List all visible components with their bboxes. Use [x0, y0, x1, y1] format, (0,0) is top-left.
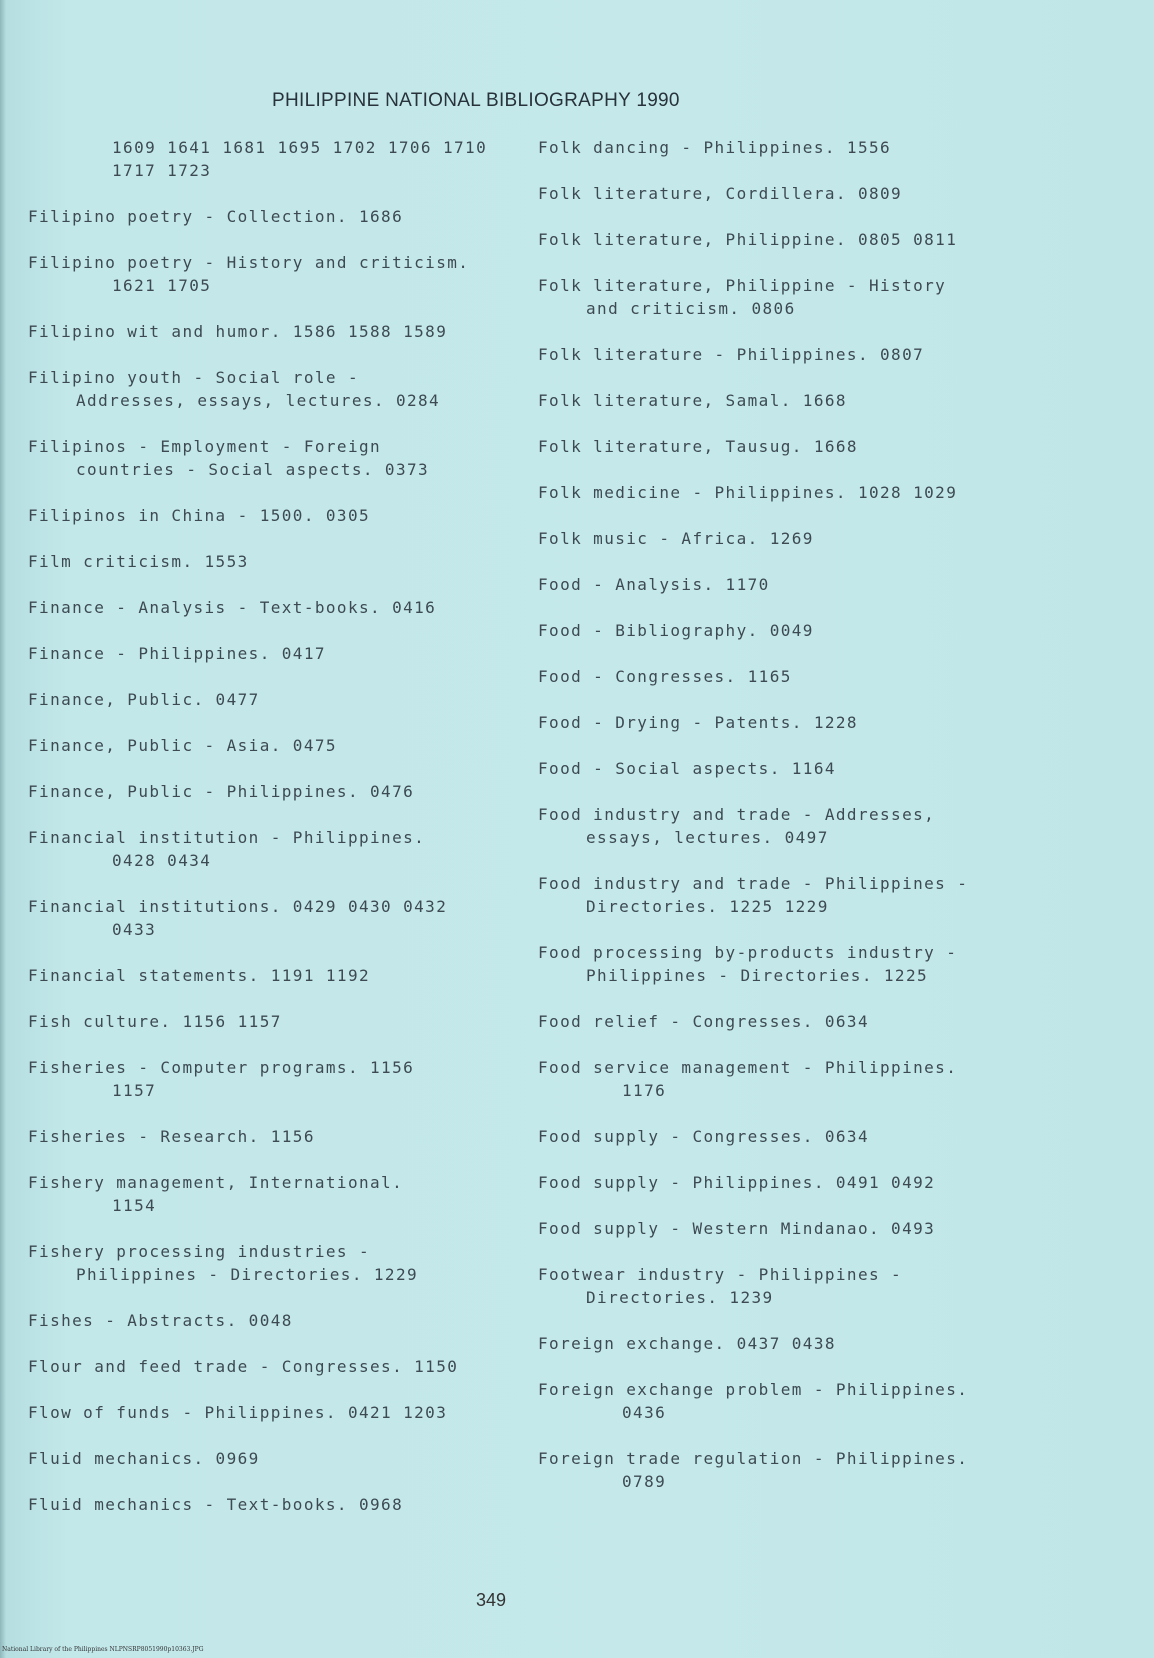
index-entry [538, 872, 1038, 918]
index-entry-continuation: Addresses, essays, lectures. 0284 [76, 391, 441, 410]
index-entry-continuation: 1717 1723 [112, 161, 212, 180]
index-entry-heading: Filipinos - Employment - Foreign [28, 437, 382, 456]
index-entry-heading: Fishes - Abstracts. 0048 [28, 1311, 293, 1330]
index-entry [538, 941, 1038, 987]
index-entry [28, 1355, 528, 1378]
index-entry [28, 895, 528, 941]
index-entry-heading: Food industry and trade - Addresses, [538, 805, 936, 824]
index-entry [538, 1056, 1038, 1102]
index-entry-heading: Finance, Public - Philippines. 0476 [28, 782, 415, 801]
index-entry [28, 1493, 528, 1516]
index-entry [28, 1401, 528, 1424]
index-entry-heading: Financial statements. 1191 1192 [28, 966, 371, 985]
index-entry-heading: Folk medicine - Philippines. 1028 1029 [538, 483, 958, 502]
index-entry-heading: Filipino wit and humor. 1586 1588 1589 [28, 322, 448, 341]
index-entry [28, 205, 528, 228]
index-entry-heading: Food processing by-products industry - [538, 943, 958, 962]
index-entry [538, 1171, 1038, 1194]
index-entry [28, 826, 528, 872]
index-entry-heading: Fish culture. 1156 1157 [28, 1012, 282, 1031]
index-entry [28, 642, 528, 665]
index-entry [28, 688, 528, 711]
index-entry-continuation: countries - Social aspects. 0373 [76, 460, 430, 479]
index-entry [538, 228, 1038, 251]
index-entry [538, 136, 1038, 159]
index-entry [538, 711, 1038, 734]
index-entry-heading: Foreign exchange. 0437 0438 [538, 1334, 836, 1353]
index-entry [538, 1447, 1038, 1493]
index-entry-continuation: Directories. 1225 1229 [586, 897, 829, 916]
index-entry [538, 573, 1038, 596]
index-entry [28, 780, 528, 803]
index-entry [538, 1263, 1038, 1309]
index-entry-heading: Folk music - Africa. 1269 [538, 529, 814, 548]
index-entry-continuation: and criticism. 0806 [586, 299, 796, 318]
index-entry [28, 435, 528, 481]
index-entry [28, 136, 528, 182]
left-index-column [28, 136, 528, 1539]
index-entry [28, 320, 528, 343]
index-entry [538, 665, 1038, 688]
index-entry-heading: Folk literature, Cordillera. 0809 [538, 184, 903, 203]
index-entry [28, 550, 528, 573]
index-entry-heading: Foreign trade regulation - Philippines. [538, 1449, 969, 1468]
index-entry-continuation: 0433 [112, 920, 157, 939]
index-entry-heading: Folk literature, Philippine. 0805 0811 [538, 230, 958, 249]
index-entry-heading: Finance - Analysis - Text-books. 0416 [28, 598, 437, 617]
index-entry-heading: Food industry and trade - Philippines - [538, 874, 969, 893]
index-entry-heading: Food supply - Philippines. 0491 0492 [538, 1173, 936, 1192]
index-entry [28, 251, 528, 297]
index-entry-heading: Food - Social aspects. 1164 [538, 759, 836, 778]
index-entry [28, 1056, 528, 1102]
index-entry-continuation: Philippines - Directories. 1225 [586, 966, 929, 985]
index-entry [28, 1309, 528, 1332]
index-entry-heading: Film criticism. 1553 [28, 552, 249, 571]
index-entry-continuation: Philippines - Directories. 1229 [76, 1265, 419, 1284]
index-entry [28, 596, 528, 619]
index-entry-heading: Filipinos in China - 1500. 0305 [28, 506, 371, 525]
index-entry-continuation: 1176 [622, 1081, 667, 1100]
index-entry [538, 182, 1038, 205]
index-entry-heading: Food service management - Philippines. [538, 1058, 958, 1077]
index-entry-heading: Food relief - Congresses. 0634 [538, 1012, 869, 1031]
index-entry-heading: Footwear industry - Philippines - [538, 1265, 903, 1284]
index-entry [538, 1378, 1038, 1424]
index-entry [538, 435, 1038, 458]
index-entry [28, 964, 528, 987]
index-entry-heading: Financial institutions. 0429 0430 0432 [28, 897, 448, 916]
index-entry-continuation: 1154 [112, 1196, 157, 1215]
index-entry [538, 1125, 1038, 1148]
index-entry-heading: Finance - Philippines. 0417 [28, 644, 326, 663]
index-entry [538, 1217, 1038, 1240]
page-header: PHILIPPINE NATIONAL BIBLIOGRAPHY 1990 [272, 90, 680, 111]
index-entry-heading: Folk dancing - Philippines. 1556 [538, 138, 892, 157]
index-entry [538, 1332, 1038, 1355]
index-entry-heading: Filipino poetry - History and criticism. [28, 253, 470, 272]
index-entry-heading: Folk literature - Philippines. 0807 [538, 345, 925, 364]
right-index-column [538, 136, 1038, 1516]
index-entry-continuation: 1157 [112, 1081, 157, 1100]
index-entry [28, 1171, 528, 1217]
index-entry-continuation: 1621 1705 [112, 276, 212, 295]
index-entry-continuation: 0428 0434 [112, 851, 212, 870]
scan-footer: National Library of the Philippines NLPNSRP8051990p10363.JPG [2, 1646, 204, 1653]
index-entry [538, 274, 1038, 320]
index-entry [538, 1010, 1038, 1033]
index-entry-heading: Food supply - Congresses. 0634 [538, 1127, 869, 1146]
index-entry-heading: Folk literature, Tausug. 1668 [538, 437, 858, 456]
index-entry-continuation: 0436 [622, 1403, 667, 1422]
index-entry-heading: Food - Drying - Patents. 1228 [538, 713, 858, 732]
index-entry-heading: Foreign exchange problem - Philippines. [538, 1380, 969, 1399]
index-entry [28, 1125, 528, 1148]
index-entry [538, 389, 1038, 412]
page-number: 349 [476, 1590, 507, 1610]
index-entry-heading: Fishery processing industries - [28, 1242, 371, 1261]
index-entry-heading: Fisheries - Computer programs. 1156 [28, 1058, 415, 1077]
index-entry-heading: Finance, Public - Asia. 0475 [28, 736, 337, 755]
index-entry-heading: Finance, Public. 0477 [28, 690, 260, 709]
index-entry-heading: Folk literature, Philippine - History [538, 276, 947, 295]
index-entry-heading: Food - Congresses. 1165 [538, 667, 792, 686]
index-entry-heading: Fluid mechanics - Text-books. 0968 [28, 1495, 404, 1514]
index-entry-heading: Filipino poetry - Collection. 1686 [28, 207, 404, 226]
index-entry-heading: Folk literature, Samal. 1668 [538, 391, 847, 410]
index-entry-heading: Filipino youth - Social role - [28, 368, 359, 387]
index-entry [28, 504, 528, 527]
index-entry-heading: Food supply - Western Mindanao. 0493 [538, 1219, 936, 1238]
index-entry [28, 366, 528, 412]
index-entry-continuation: 0789 [622, 1472, 667, 1491]
index-entry-heading: 1609 1641 1681 1695 1702 1706 1710 [112, 138, 488, 157]
index-entry [538, 481, 1038, 504]
index-entry [28, 1447, 528, 1470]
index-entry-heading: Fisheries - Research. 1156 [28, 1127, 315, 1146]
index-entry [28, 1010, 528, 1033]
index-entry-continuation: essays, lectures. 0497 [586, 828, 829, 847]
index-entry [538, 803, 1038, 849]
index-entry [538, 619, 1038, 642]
index-entry-heading: Financial institution - Philippines. [28, 828, 426, 847]
index-entry [538, 343, 1038, 366]
index-entry-heading: Food - Bibliography. 0049 [538, 621, 814, 640]
index-entry-heading: Food - Analysis. 1170 [538, 575, 770, 594]
index-entry [28, 1240, 528, 1286]
index-entry-heading: Flour and feed trade - Congresses. 1150 [28, 1357, 459, 1376]
index-entry [538, 757, 1038, 780]
page-binding-shadow [0, 0, 6, 1658]
index-entry-continuation: Directories. 1239 [586, 1288, 774, 1307]
index-entry [538, 527, 1038, 550]
index-entry-heading: Fluid mechanics. 0969 [28, 1449, 260, 1468]
index-entry-heading: Fishery management, International. [28, 1173, 404, 1192]
index-entry-heading: Flow of funds - Philippines. 0421 1203 [28, 1403, 448, 1422]
index-entry [28, 734, 528, 757]
